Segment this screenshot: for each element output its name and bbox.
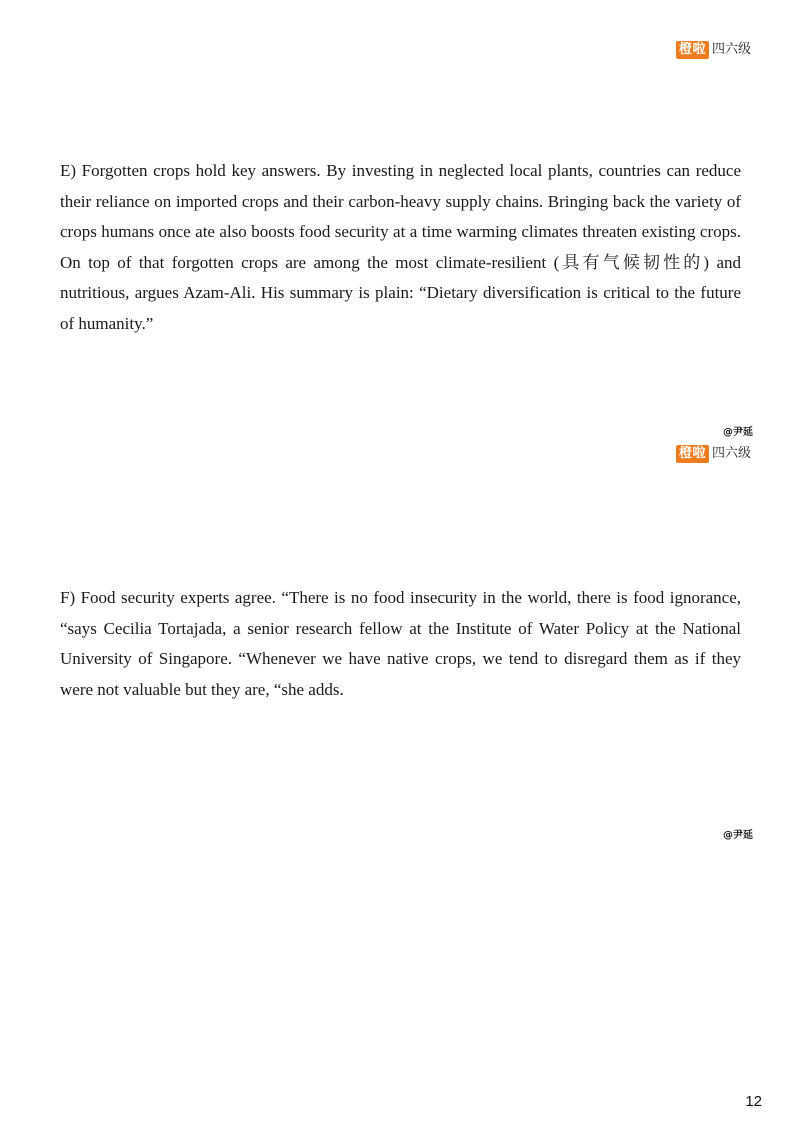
paragraph-e: E) Forgotten crops hold key answers. By investing in neglected local plants, countries can reduce their reliance on imported crops and their carbon-heavy supply chains. Bringing back the variety of crops humans once ate also boosts food security at a time warming climates threaten existing crops. On top of that forgotten crops are among the most climate-resilient (具有气候韧性的) and nutritious, argues Azam-Ali. His summary is plain: “Dietary diversification is critical to the future of humanity.” xyxy=(60,161,741,333)
paragraph-f: F) Food security experts agree. “There is no food insecurity in the world, there is food ignorance, “says Cecilia Tortajada, a senior research fellow at the Institute of Water Policy at the National University of Singapore. “Whenever we have native crops, we tend to disregard them as if they were not valuable but they are, “she adds. xyxy=(60,588,741,699)
brand-logo-mid xyxy=(676,445,751,463)
brand-badge: 橙啦 xyxy=(676,445,709,463)
brand-badge: 橙啦 xyxy=(676,41,709,59)
author-signature: @尹延 xyxy=(723,830,753,841)
page-number: 12 xyxy=(745,1093,762,1110)
brand-text: 四六级 xyxy=(711,42,751,57)
author-signature: @尹延 xyxy=(723,427,753,438)
brand-text: 四六级 xyxy=(711,446,751,461)
brand-logo-top xyxy=(676,41,751,59)
